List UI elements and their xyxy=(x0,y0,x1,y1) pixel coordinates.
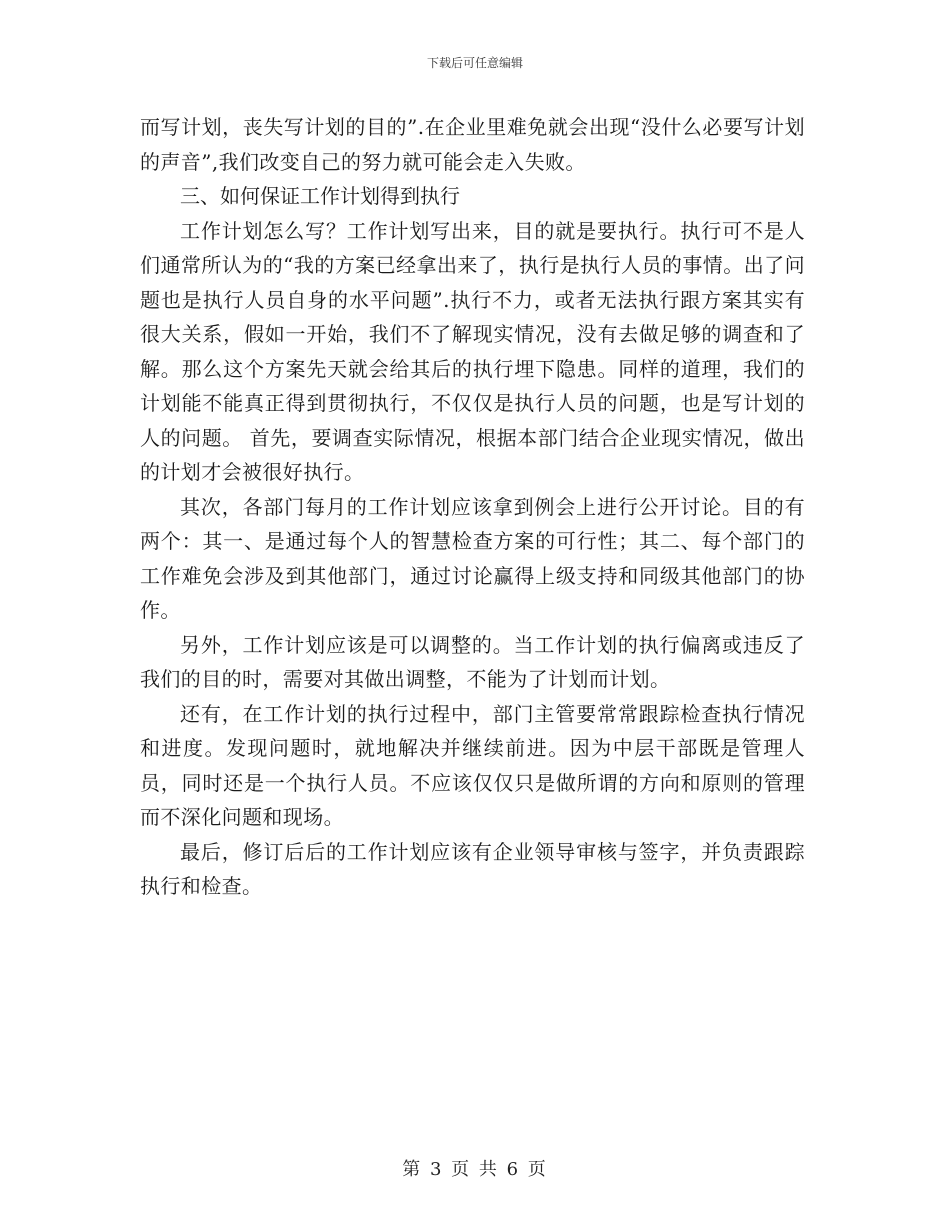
paragraph-tracking: 还有，在工作计划的执行过程中，部门主管要常常跟踪检查执行情况和进度。发现问题时，就地解决并继续前进。因为中层干部既是管理人员，同时还是一个执行人员。不应该仅仅只是做所谓的方向和原则的管理而不深化问题和现场。 xyxy=(140,701,805,829)
paragraph-continuation: 而写计划，丧失写计划的目的”.在企业里难免就会出现“没什么必要写计划的声音”,我们改变自己的努力就可能会走入失败。 xyxy=(140,115,805,174)
section-heading: 三、如何保证工作计划得到执行 xyxy=(180,184,460,208)
document-body xyxy=(140,110,805,904)
page-header-note: 下载后可任意编辑 xyxy=(426,56,523,70)
paragraph-final: 最后，修订后后的工作计划应该有企业领导审核与签字，并负责跟踪执行和检查。 xyxy=(140,839,805,898)
paragraph-how-to-write: 工作计划怎么写？工作计划写出来，目的就是要执行。执行可不是人们通常所认为的“我的方案已经拿出来了，执行是执行人员的事情。出了问题也是执行人员自身的水平问题”.执行不力，或者无法执行跟方案其实有很大关系，假如一开始，我们不了解现实情况，没有去做足够的调查和了解。那么这个方案先天就会给其后的执行埋下隐患。同样的道理，我们的计划能不能真正得到贯彻执行，不仅仅是执行人员的问题，也是写计划的人的问题。 首先，要调查实际情况，根据本部门结合企业现实情况，做出的计划才会被很好执行。 xyxy=(140,218,805,484)
paragraph-second: 其次，各部门每月的工作计划应该拿到例会上进行公开讨论。目的有两个：其一、是通过每个人的智慧检查方案的可行性；其二、每个部门的工作难免会涉及到其他部门，通过讨论赢得上级支持和同级其他部门的协作。 xyxy=(140,494,805,622)
page-number-footer: 第 3 页 共 6 页 xyxy=(402,1159,548,1180)
paragraph-adjustable: 另外，工作计划应该是可以调整的。当工作计划的执行偏离或违反了我们的目的时，需要对其做出调整，不能为了计划而计划。 xyxy=(140,632,805,691)
